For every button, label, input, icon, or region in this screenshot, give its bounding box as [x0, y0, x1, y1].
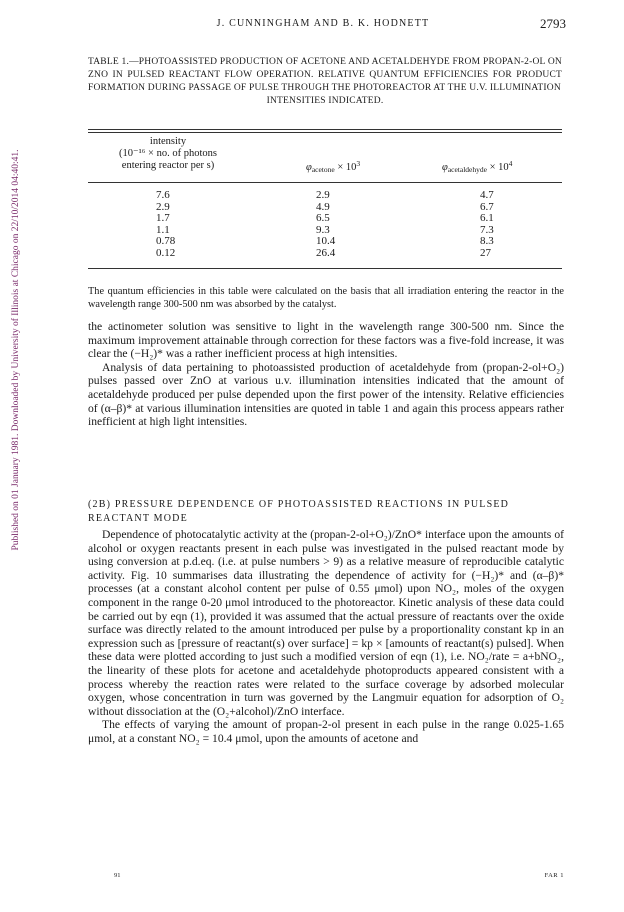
table-row [88, 190, 562, 202]
col-header-acetaldehyde-exp: 4 [508, 159, 513, 168]
footer-left: 91 [114, 872, 121, 879]
paragraph-actinometer: the actinometer solution was sensitive to light in the wavelength range 300-500 nm. Since the maximum improvement attainable through correction for these factors was a five-fold increase, it was clear the (−H₂)* was a rather inefficient process at high intensities. [88, 320, 564, 361]
cell-acetaldehyde: 6.1 [480, 212, 494, 225]
cell-acetaldehyde: 6.7 [480, 200, 494, 213]
cell-acetone: 26.4 [316, 246, 336, 259]
table-header [88, 136, 562, 180]
col-header-acetaldehyde-sub: acetaldehyde [447, 165, 487, 174]
cell-acetaldehyde: 8.3 [480, 235, 494, 248]
cell-acetone: 9.3 [316, 223, 330, 236]
running-header-authors: J. CUNNINGHAM AND B. K. HODNETT [216, 18, 430, 29]
cell-acetaldehyde: 27 [480, 246, 491, 259]
body-text-upper [88, 320, 564, 429]
table-row [88, 248, 562, 260]
col-header-intensity [88, 136, 248, 172]
download-watermark-text: Published on 01 January 1981. Downloaded by University of Illinois at Chicago on 22/10/2014 04:40:41. [11, 149, 21, 551]
cell-acetone: 2.9 [316, 189, 330, 201]
cell-acetone: 6.5 [316, 212, 330, 225]
col-header-acetone-sub: acetone [311, 165, 335, 174]
page-number: 2793 [540, 16, 566, 31]
table-bottom-rule [88, 268, 562, 269]
footer-right: FAR 1 [544, 872, 564, 879]
table-caption [88, 56, 562, 108]
cell-intensity: 1.1 [156, 223, 170, 236]
col-header-acetone-exp: 3 [356, 159, 361, 168]
col-header-acetaldehyde-mult: × 10 [486, 162, 509, 173]
paragraph-propanol-effects: The effects of varying the amount of propan-2-ol present in each pulse in the range 0.025-1.65 μmol, at a constant NO₂ = 10.4 μmol, upon the amounts of acetone and [88, 718, 564, 745]
cell-intensity: 1.7 [156, 212, 170, 225]
cell-intensity: 0.12 [156, 246, 176, 259]
col-header-acetone [306, 158, 360, 176]
table-caption-tail: INTENSITIES INDICATED. [266, 96, 384, 106]
cell-intensity: 7.6 [156, 189, 170, 201]
body-text-lower [88, 528, 564, 746]
cell-acetone: 4.9 [316, 200, 330, 213]
download-watermark [10, 120, 22, 580]
phi-symbol: φ [442, 162, 448, 173]
table-top-rule [88, 129, 562, 130]
col-header-intensity-line3: entering reactor per s) [121, 160, 215, 171]
table-footnote: The quantum efficiencies in this table were calculated on the basis that all irradiation entering the reactor in the wavelength range 300-500 nm was absorbed by the catalyst. [88, 286, 564, 310]
table-body [88, 190, 562, 260]
cell-acetone: 10.4 [316, 235, 336, 248]
section-heading: (2B) PRESSURE DEPENDENCE OF PHOTOASSISTED REACTIONS IN PULSED REACTANT MODE [88, 499, 510, 524]
col-header-intensity-line2: (10⁻¹⁶ × no. of photons [119, 148, 217, 159]
col-header-acetone-mult: × 10 [334, 162, 357, 173]
phi-symbol: φ [306, 162, 312, 173]
running-header [88, 16, 566, 34]
cell-acetaldehyde: 4.7 [480, 189, 494, 201]
table-header-rule [88, 182, 562, 183]
col-header-acetaldehyde [442, 158, 512, 176]
paragraph-pressure-dependence: Dependence of photocatalytic activity at the (propan-2-ol+O₂)/ZnO* interface upon the amounts of alcohol or oxygen reactants present in each pulse was investigated in the pulsed reactant mode by using conversion at p.d.eq. (i.e. at pulse numbers > 9) as a relative measure of reproducible catalytic activity. Fig. 10 summarises data illustrating the dependence of activity for (−H₂)* and (α–β)* processes (at a constant alcohol content per pulse of 0.55 μmol) upon NO₂, moles of the oxygen component in the range 0-20 μmol introduced to the photoreactor. Kinetic analysis of these data could be carried out by eqn (1), provided it was assumed that the actual pressure of reactants over the oxide surface was directly related to the amount introduced per pulse by a proportionality constant kp in an expression such as [pressure of reactant(s) over surface] = kp × [amounts of reactant(s) pulsed]. When these data were plotted according to just such a modified version of eqn (1), i.e. NO₂/rate = a+bNO₂, the linearity of these plots for acetone and acetaldehyde photoproducts appeared consistent with a process whereby the reaction rates were related to the surface coverage by adsorbed molecular oxygen, whose concentration in turn was governed by the Langmuir equation for adsorption of O₂ without dissociation at the (O₂+alcohol)/ZnO interface. [88, 528, 564, 718]
col-header-intensity-line1: intensity [149, 136, 187, 147]
cell-intensity: 2.9 [156, 200, 170, 213]
cell-intensity: 0.78 [156, 235, 176, 248]
table-top-rule-double [88, 132, 562, 133]
paragraph-acetaldehyde: Analysis of data pertaining to photoassisted production of acetaldehyde from (propan-2-ol+O₂) pulses passed over ZnO at various u.v. illumination intensities indicated that the amount of acetaldehyde produced per pulse depended upon the first power of the intensity. Relative efficiencies of (α–β)* at various illumination intensities are quoted in table 1 and again this process appears rather inefficient at high light intensities. [88, 360, 564, 429]
table-caption-main: TABLE 1.—PHOTOASSISTED PRODUCTION OF ACETONE AND ACETALDEHYDE FROM PROPAN-2-OL ON ZNO IN PULSED REACTANT FLOW OPERATION. RELATIVE QUANTUM EFFICIENCIES FOR PRODUCT FORMATION DURING PASSAGE OF PULSE THROUGH THE PHOTOREACTOR AT THE U.V. ILLUMINATION [88, 57, 562, 93]
cell-acetaldehyde: 7.3 [480, 223, 494, 236]
